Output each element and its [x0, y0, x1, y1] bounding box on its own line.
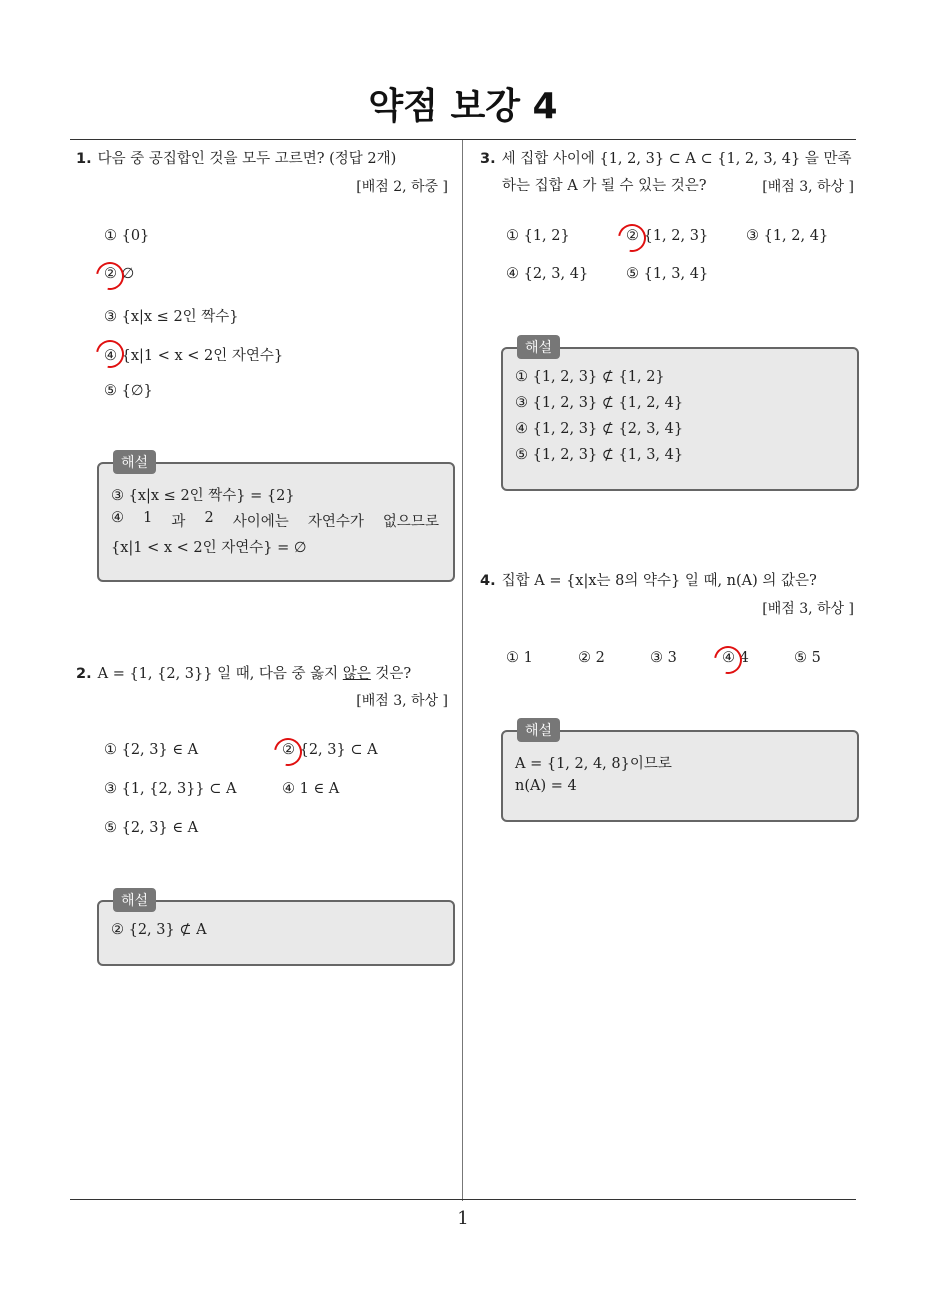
answer-mark-icon	[613, 219, 652, 258]
question-text: 집합 A = {x|x는 8의 약수} 일 때, n(A) 의 값은?	[501, 573, 817, 589]
answer-mark-icon	[91, 335, 130, 374]
q4-option-3[interactable]: ③ 3	[650, 650, 677, 666]
q3-option-1[interactable]: ① {1, 2}	[506, 228, 570, 244]
q2-option-4[interactable]: ④ 1 ∈ A	[282, 781, 340, 797]
q2-option-3[interactable]: ③ {1, {2, 3}} ⊂ A	[104, 781, 237, 797]
question-number: 2.	[76, 666, 92, 682]
q2-option-1[interactable]: ① {2, 3} ∈ A	[104, 742, 199, 758]
question-text: A = {1, {2, 3}} 일 때, 다음 중 옳지	[97, 666, 343, 682]
solution-word: 없으므로	[382, 514, 439, 530]
q4-option-2[interactable]: ② 2	[578, 650, 605, 666]
solution-label: 해설	[517, 335, 560, 359]
q1-option-1[interactable]: ① {0}	[104, 228, 150, 244]
solution-line: A = {1, 2, 4, 8}이므로	[515, 756, 672, 772]
solution-label: 해설	[113, 888, 156, 912]
solution-label: 해설	[113, 450, 156, 474]
solution-word: 1	[143, 510, 153, 526]
q1-option-3[interactable]: ③ {x|x ≤ 2인 짝수}	[104, 309, 239, 325]
q3-solution-box	[501, 340, 859, 491]
question-text-underlined: 않은	[342, 666, 371, 682]
answer-mark-icon	[91, 257, 130, 296]
q1-option-4[interactable]: ④ {x|1 < x < 2인 자연수}	[104, 348, 284, 364]
question-4	[480, 570, 817, 593]
answer-mark-icon	[269, 733, 308, 772]
question-3-line-2: 하는 집합 A 가 될 수 있는 것은?	[502, 178, 707, 194]
question-1	[76, 148, 396, 171]
question-3	[480, 148, 852, 171]
q2-option-2[interactable]: ② {2, 3} ⊂ A	[282, 742, 378, 758]
q4-option-4[interactable]: ④ 4	[722, 650, 749, 666]
question-number: 4.	[480, 573, 496, 589]
q1-solution-box	[97, 455, 455, 582]
q3-option-2[interactable]: ② {1, 2, 3}	[626, 228, 709, 244]
solution-line: ② {2, 3} ⊄ A	[111, 922, 207, 938]
page-title: 약점 보강 4	[368, 86, 558, 127]
solution-line: ④ {1, 2, 3} ⊄ {2, 3, 4}	[515, 421, 684, 437]
bottom-rule	[70, 1199, 856, 1200]
q2-solution-box	[97, 893, 455, 966]
solution-line: {x|1 < x < 2인 자연수} = ∅	[111, 540, 307, 556]
solution-label: 해설	[517, 718, 560, 742]
q3-option-4[interactable]: ④ {2, 3, 4}	[506, 266, 589, 282]
q4-solution-box	[501, 723, 859, 822]
solution-line: n(A) = 4	[515, 778, 577, 794]
question-4-score: [배점 3, 하상 ]	[762, 601, 854, 617]
q1-option-5[interactable]: ⑤ {∅}	[104, 383, 153, 399]
column-divider	[462, 140, 463, 1201]
question-text: 것은?	[370, 666, 412, 682]
question-text: 세 집합 사이에 {1, 2, 3} ⊂ A ⊂ {1, 2, 3, 4} 을 만족	[501, 151, 852, 167]
q3-option-5[interactable]: ⑤ {1, 3, 4}	[626, 266, 709, 282]
question-2-score: [배점 3, 하상 ]	[356, 693, 448, 709]
question-number: 3.	[480, 151, 496, 167]
top-rule	[70, 139, 856, 140]
answer-mark-icon	[709, 641, 748, 680]
solution-word: 사이에는	[232, 514, 289, 530]
question-1-score: [배점 2, 하중 ]	[356, 179, 448, 195]
question-2	[76, 663, 411, 686]
solution-word: 자연수가	[307, 514, 364, 530]
solution-word: 과	[171, 514, 186, 530]
solution-line	[111, 510, 439, 531]
q1-option-2[interactable]: ② ∅	[104, 266, 135, 282]
solution-word: ④	[111, 510, 124, 526]
question-number: 1.	[76, 151, 92, 167]
solution-line: ① {1, 2, 3} ⊄ {1, 2}	[515, 369, 665, 385]
question-text: 다음 중 공집합인 것을 모두 고르면? (정답 2개)	[97, 151, 397, 167]
solution-line: ③ {1, 2, 3} ⊄ {1, 2, 4}	[515, 395, 684, 411]
solution-line: ⑤ {1, 2, 3} ⊄ {1, 3, 4}	[515, 447, 684, 463]
q4-option-1[interactable]: ① 1	[506, 650, 533, 666]
q4-option-5[interactable]: ⑤ 5	[794, 650, 821, 666]
q2-option-5[interactable]: ⑤ {2, 3} ∈ A	[104, 820, 199, 836]
q3-option-3[interactable]: ③ {1, 2, 4}	[746, 228, 829, 244]
solution-line: ③ {x|x ≤ 2인 짝수} = {2}	[111, 488, 295, 504]
solution-word: 2	[204, 510, 214, 526]
page-number: 1	[457, 1208, 469, 1229]
question-3-score: [배점 3, 하상 ]	[762, 179, 854, 195]
